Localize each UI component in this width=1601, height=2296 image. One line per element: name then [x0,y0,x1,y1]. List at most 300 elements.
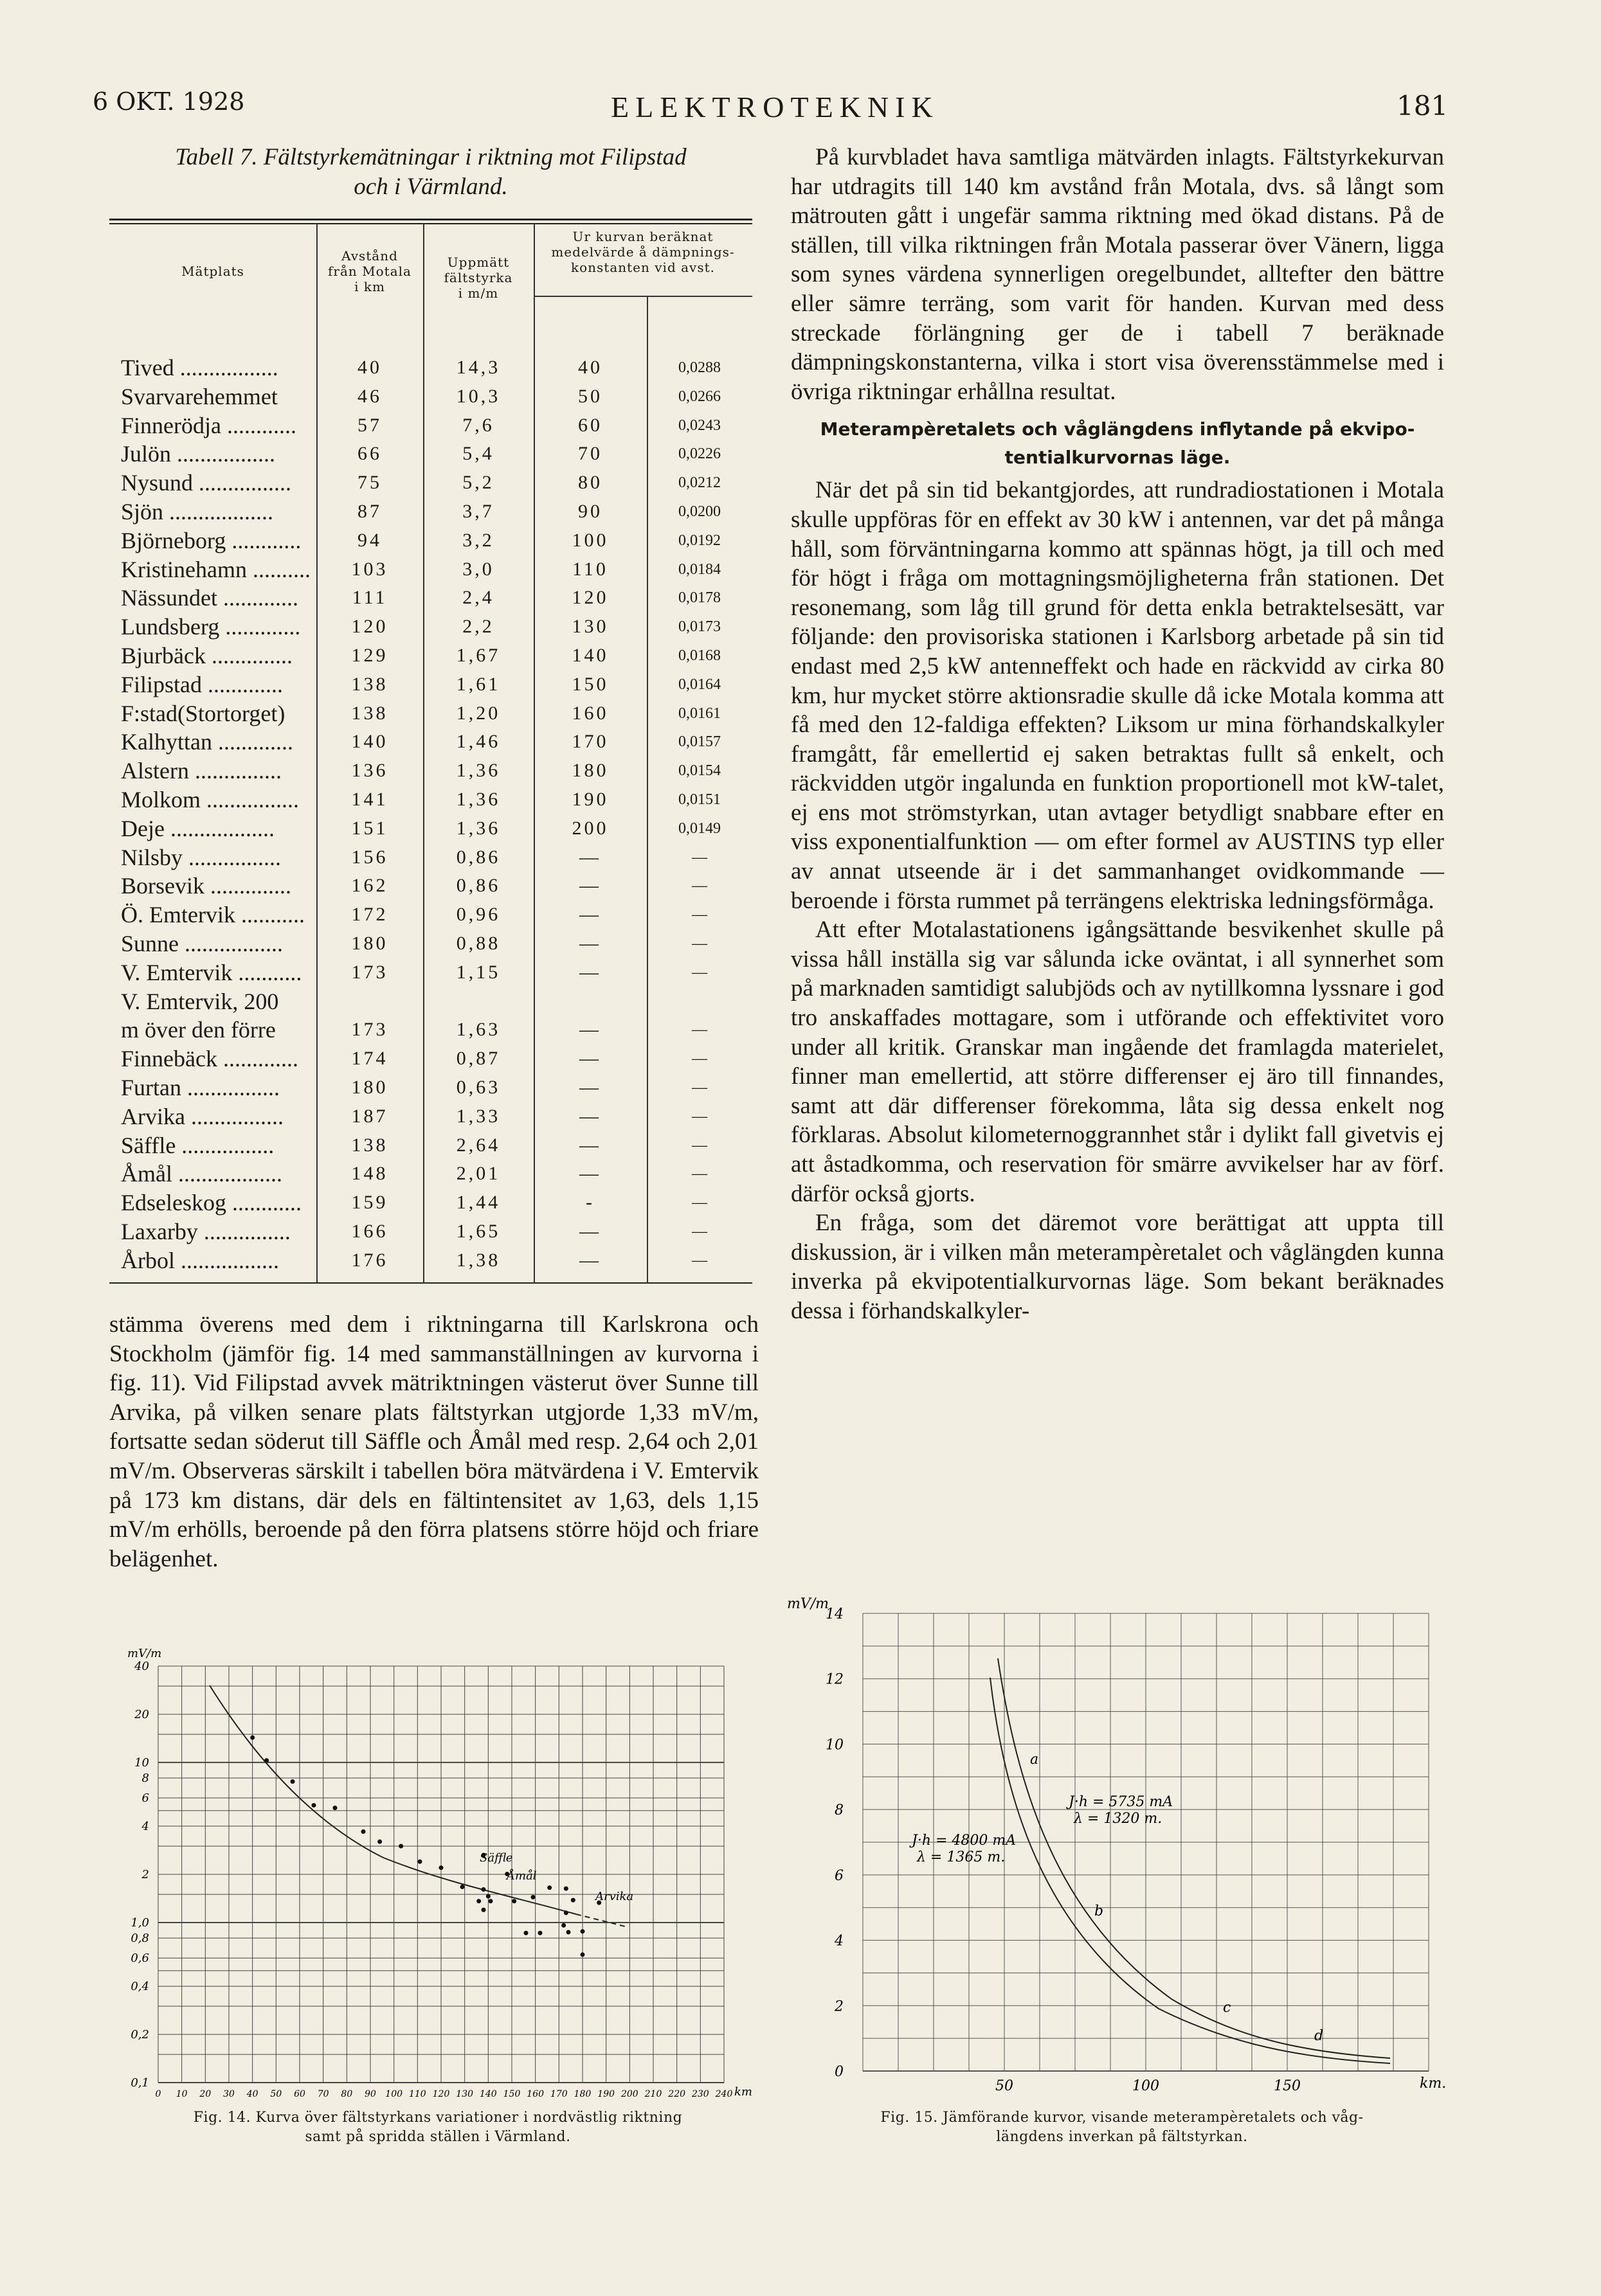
fig14-data-point [571,1898,575,1903]
fig14-data-point [564,1887,568,1891]
col-header-calc-line: Ur kurvan beräknat [572,229,714,244]
fig14-caption-line: Fig. 14. Kurva över fältstyrkans variationer i nordvästlig riktning [193,2110,683,2126]
table-row [109,1102,752,1131]
cell-calc-distance: 180 [572,760,609,782]
fig14-data-point [250,1735,255,1740]
fig14-xunit: km [734,2085,752,2099]
fig14-y-tick-label: 40 [134,1660,149,1673]
fig15-y-tick-label: 0 [835,2064,844,2080]
fig14-data-point [476,1899,481,1903]
fig14-data-point [538,1931,543,1935]
fig15-caption [786,2108,1458,2147]
cell-distance: 66 [357,443,382,465]
fig15-x-tick-label: 100 [1132,2078,1159,2094]
cell-damping-constant: 0,0184 [678,561,721,578]
cell-field-strength: 1,33 [456,1105,501,1127]
fig15-y-ticks [826,1606,844,2080]
paragraph: När det på sin tid bekantgjordes, att rundradiostationen i Motala skulle uppföras för en effekt av 30 kW i antennen, var det på många håll, som förväntningarna kommo att spännas högt, ja till och med för högt i fråga om mottagningsmöjligheterna från stationen. Det resonemang, som låg till grund för detta enkla betraktelsesätt, var följande: den provisoriska stationen i Karlsborg arbetade på sin tid endast med 2,5 kW antenneffekt och hade en räckvidd av cirka 80 km, hur mycket större aktionsradie skulle då icke Motala komma att få med den 12-faldiga effekten? Liksom ur mina förhandskalkyler framgått, får emellertid ej saken betraktas fullt så enkelt, och räckvidden utgör ingalunda en funktion proportionell mot kW-talet, ej ens mot strömstyrkan, utan avtager betydligt snabbare efter en viss exponentialfunktion — om efter formel av AUSTINS typ eller av annat utseende är i det sammanhanget ovidkommande — beroende i första rummet på terrängens elektriska ledningsförmåga. [791,477,1444,914]
section-heading-line: tentialkurvornas läge. [1004,447,1231,469]
fig14-label-arvika: Arvika [595,1890,634,1903]
cell-distance: 174 [351,1048,388,1070]
paragraph: stämma överens med dem i riktningarna till Karlskrona och Stockholm (jämför fig. 14 med sammanställningen av kurvorna i fig. 11). Vid Filipstad avvek mätriktningen västerut över Sunne till Arvika, på vilken senare plats fältstyrkan utgjorde 1,33 mV/m, fortsatte sedan söderut till Säffle och Åmål med resp. 2,64 och 2,01 mV/m. Observeras särskilt i tabellen böra mätvärdena i V. Emtervik på 173 km distans, där dels en fältintensitet av 1,63, dels 1,15 mV/m erhölls, beroende på den förra platsens större höjd och friare belägenhet. [109,1311,759,1572]
cell-distance: 180 [351,933,388,954]
cell-damping-constant: 0,0288 [678,359,721,376]
fig15-xunit: km. [1420,2076,1447,2092]
cell-distance: 140 [351,731,388,753]
fig14-data-point [291,1779,295,1784]
cell-damping-constant: 0,0164 [678,676,721,693]
cell-place: Finnerödja ............ [121,412,296,438]
cell-calc-distance: 70 [578,443,602,465]
fig14-x-tick-label: 40 [246,2089,258,2099]
cell-damping-constant: — [692,1021,707,1039]
cell-damping-constant: — [692,1223,707,1240]
cell-calc-distance: 90 [578,501,602,522]
cell-field-strength: 1,61 [456,673,501,695]
section-heading-line: Meterampèretalets och våglängdens inflytande på ekvipo- [820,418,1415,440]
cell-place: m över den förre [121,1017,276,1043]
table-row [109,699,752,728]
cell-field-strength: 10,3 [456,385,501,407]
fig14-chart [113,1639,763,2128]
col-header-distance-line: i km [354,279,385,294]
fig14-y-ticks [131,1660,149,2090]
cell-calc-distance: — [579,1163,601,1185]
fig15-y-tick-label: 2 [835,1998,844,2015]
table-row [109,987,752,1016]
col-header-calc-line: konstanten vid avst. [571,260,715,275]
fig14-x-tick-label: 230 [691,2089,709,2099]
fig14-data-point [377,1840,382,1844]
fig14-data-point [581,1952,585,1957]
table-row [109,1217,752,1246]
cell-damping-constant: — [692,1136,707,1154]
fig14-x-tick-label: 170 [550,2089,568,2099]
fig14-data-point [566,1930,571,1935]
table-top-rule [109,219,752,220]
fig14-data-point [418,1860,422,1864]
table-row [109,958,752,987]
fig15-x-tick-label: 50 [995,2078,1013,2094]
fig15-curve-label-d: d [1314,2028,1324,2044]
cell-field-strength: 1,36 [456,760,501,782]
cell-distance: 162 [351,875,388,897]
fig14-label-saffle: Säffle [480,1851,513,1865]
fig15-chart [786,1594,1458,2102]
fig14-data-point [524,1931,529,1935]
fig15-y-tick-label: 10 [826,1737,844,1753]
table-row [109,814,752,843]
cell-calc-distance: - [586,1192,595,1214]
fig14-x-tick-label: 210 [644,2089,662,2099]
cell-damping-constant: 0,0192 [678,532,721,549]
cell-field-strength: 1,20 [456,702,501,724]
col-header-calculated [534,229,752,275]
cell-distance: 138 [351,673,388,695]
cell-field-strength: 0,88 [456,933,501,954]
table-row [109,1016,752,1045]
cell-distance: 46 [357,385,382,407]
cell-damping-constant: 0,0154 [678,762,721,780]
fig14-data-point [482,1887,486,1892]
table-row [109,1073,752,1102]
cell-place: V. Emtervik, 200 [121,988,279,1014]
fig14-x-tick-label: 30 [223,2089,235,2099]
fig14-data-point [486,1894,491,1899]
cell-distance: 138 [351,702,388,724]
measurement-table [109,219,752,1283]
fig14-data-point [489,1899,493,1903]
fig15-y-tick-label: 6 [835,1867,844,1884]
table-caption-line2: och i Värmland. [354,174,508,200]
cell-distance: 148 [351,1163,388,1185]
cell-place: Bjurbäck .............. [121,643,293,668]
fig14-y-tick-label: 20 [134,1707,149,1721]
paragraph: På kurvbladet hava samtliga mätvärden inlagts. Fältstyrkekurvan har utdragits till 140 km avstånd från Motala, dvs. så långt som mätrouten gått i ungefär samma riktning med ökad distans. På de ställen, till vilka riktningen från Motala passerar över Vänern, ligga som synes värdena synnerligen oregelbundet, alltefter den bättre eller sämre terräng, som varit för handen. Kurvan med dess streckade förlängning ger de i tabell 7 beräknade dämpningskonstanterna, vilka i stort visa överensstämmelse med i övriga riktningar erhållna resultat. [791,144,1444,405]
fig15-curve-label-a: a [1030,1752,1039,1768]
fig14-data-point [361,1829,366,1834]
col-header-field-line: Uppmätt [447,255,510,270]
cell-damping-constant: — [692,1194,707,1212]
table-row [109,785,752,814]
fig14-y-tick-label: 8 [141,1771,149,1786]
col-header-field-line: fältstyrka [444,270,513,285]
cell-damping-constant: 0,0157 [678,733,721,751]
cell-calc-distance: 100 [572,529,609,551]
table-row [109,728,752,757]
table-row [109,929,752,958]
cell-damping-constant: — [692,1050,707,1068]
table-row [109,641,752,670]
cell-field-strength: 0,86 [456,875,501,897]
fig14-x-tick-label: 140 [479,2089,497,2099]
fig14-data-point [264,1758,269,1762]
table-row [109,526,752,555]
cell-place: Lundsberg ............. [121,614,301,640]
cell-field-strength: 3,7 [462,501,494,522]
cell-calc-distance: — [579,1077,601,1098]
cell-calc-distance: — [579,875,601,897]
fig15-formula1-line2: λ = 1320 m. [1074,1811,1162,1827]
cell-calc-distance: 60 [578,414,602,436]
fig15-x-ticks [995,2078,1301,2094]
fig14-x-tick-label: 110 [408,2089,426,2099]
table-row [109,613,752,641]
cell-field-strength: 1,44 [456,1192,501,1214]
fig14-data-point [482,1908,486,1912]
cell-field-strength: 7,6 [462,414,494,436]
fig15-curve-label-c: c [1223,2000,1231,2016]
fig14-x-tick-label: 100 [385,2089,403,2099]
table-row [109,843,752,872]
cell-field-strength: 1,38 [456,1249,501,1271]
fig14-x-tick-label: 150 [503,2089,521,2099]
cell-place: Furtan ................ [121,1075,280,1100]
fig14-x-tick-label: 10 [176,2089,188,2099]
cell-calc-distance: 160 [572,702,609,724]
cell-damping-constant: — [692,1079,707,1096]
fig14-data-point [439,1865,444,1870]
col-header-distance-line: från Motala [328,264,412,279]
cell-place: Edseleskog ............ [121,1190,302,1216]
cell-damping-constant: — [692,877,707,895]
cell-distance: 172 [351,904,388,926]
page-number: 181 [1397,90,1449,121]
cell-calc-distance: — [579,1105,601,1127]
table-row [109,757,752,785]
cell-calc-distance: 40 [578,357,602,378]
cell-field-strength: 5,4 [462,443,494,465]
cell-place: Kristinehamn .......... [121,556,311,582]
col-header-field [423,255,534,301]
cell-field-strength: 2,01 [456,1163,501,1185]
table-row [109,469,752,498]
table-row [109,382,752,411]
table-row [109,1246,752,1275]
cell-distance: 129 [351,645,388,666]
cell-distance: 40 [357,357,382,378]
cell-distance: 120 [351,616,388,638]
cell-place: Julön ................. [121,441,276,467]
fig15-caption-line: längdens inverkan på fältstyrkan. [996,2129,1248,2145]
col-header-calc-line: medelvärde å dämpnings- [551,244,735,260]
cell-field-strength: 1,63 [456,1019,501,1041]
cell-field-strength: 1,36 [456,789,501,810]
fig14-data-point [547,1885,552,1890]
fig14-x-tick-label: 240 [715,2089,733,2099]
cell-place: Kalhyttan ............. [121,729,293,755]
cell-field-strength: 0,87 [456,1048,501,1070]
fig14-y-tick-label: 0,8 [131,1932,149,1946]
cell-damping-constant: 0,0168 [678,647,721,664]
table-row [109,498,752,526]
cell-distance: 159 [351,1192,388,1214]
fig14-data-point [564,1910,568,1915]
cell-field-strength: 2,2 [462,616,494,638]
cell-place: Sunne ................. [121,931,283,956]
left-body-text [109,1310,759,1574]
cell-calc-distance: — [579,1048,601,1070]
issue-date: 6 OKT. 1928 [93,87,245,116]
table-row [109,1160,752,1188]
cell-distance: 87 [357,501,382,522]
fig15-formula1-line1: J·h = 5735 mA [1069,1794,1173,1810]
cell-distance: 176 [351,1249,388,1271]
cell-calc-distance: 170 [572,731,609,753]
cell-calc-distance: — [579,933,601,954]
table-row [109,872,752,901]
fig15-ylabel: mV/m [787,1596,829,1612]
cell-distance: 187 [351,1105,388,1127]
cell-distance: 141 [351,789,388,810]
fig14-x-tick-label: 160 [527,2089,545,2099]
fig15-y-tick-label: 12 [826,1671,844,1688]
cell-place: Årbol ................. [121,1247,279,1273]
cell-place: Arvika ................ [121,1103,284,1129]
fig14-y-tick-label: 1,0 [131,1915,149,1930]
cell-field-strength: 1,36 [456,817,501,839]
cell-calc-distance: — [579,904,601,926]
table-row [109,1188,752,1217]
cell-damping-constant: — [692,1165,707,1183]
cell-damping-constant: — [692,1251,707,1269]
table-row [109,584,752,613]
cell-place: Nilsby ................ [121,844,282,870]
cell-damping-constant: 0,0149 [678,820,721,837]
fig14-y-tick-label: 0,1 [131,2076,149,2090]
fig14-label-amal: Åmål [507,1869,537,1883]
cell-distance: 136 [351,760,388,782]
cell-field-strength: 0,86 [456,846,501,868]
cell-damping-constant: 0,0200 [678,503,721,520]
fig14-x-tick-label: 80 [341,2089,353,2099]
fig15-y-tick-label: 14 [826,1606,844,1622]
cell-field-strength: 3,0 [462,558,494,580]
cell-calc-distance: 200 [572,817,609,839]
paragraph: Att efter Motalastationens igångsättande besvikenhet skulle på vissa håll inställa sig var sålunda icke oväntat, i all synnerhet som på marknaden samtidigt salubjöds och av nytillkomna lyssnare i god tro anskaffades mottagare, som i utförande och effektivitet voro under all kritik. Granskar man ingående det framlagda materielet, finner man emellertid, att större differenser ej äro till finnandes, samt att där differenser förekomma, låta sig dessa enkelt nog förklaras. Absolut kilometernoggrannhet står i dylikt fall givetvis ej att åstadkomma, och reservation för smärre avvikelser har av förf. därför också gjorts. [791,917,1444,1207]
cell-distance: 94 [357,529,382,551]
fig14-y-tick-label: 4 [141,1820,149,1834]
table-row [109,1045,752,1073]
cell-place: Nysund ................ [121,470,292,496]
table-row [109,354,752,382]
fig14-x-tick-label: 50 [270,2089,282,2099]
fig14-x-tick-label: 20 [199,2089,212,2099]
cell-calc-distance: — [579,961,601,983]
cell-damping-constant: 0,0161 [678,704,721,722]
cell-distance: 173 [351,961,388,983]
cell-place: Borsevik .............. [121,873,291,899]
cell-damping-constant: 0,0151 [678,791,721,808]
fig14-y-tick-label: 2 [141,1868,149,1881]
cell-damping-constant: 0,0266 [678,388,721,405]
table-caption [96,143,765,202]
cell-field-strength: 1,67 [456,645,501,666]
cell-distance: 103 [351,558,388,580]
cell-damping-constant: 0,0226 [678,445,721,463]
fig14-data-point [399,1844,403,1849]
fig14-x-tick-label: 220 [668,2089,686,2099]
cell-calc-distance: 130 [572,616,609,638]
cell-field-strength: 1,65 [456,1221,501,1242]
cell-calc-distance: — [579,1134,601,1156]
fig14-ylabel: mV/m [127,1647,162,1660]
cell-damping-constant: — [692,935,707,952]
cell-damping-constant: 0,0173 [678,618,721,636]
col-header-distance [316,248,423,294]
fig14-x-tick-label: 130 [456,2089,474,2099]
fig14-x-tick-label: 90 [365,2089,376,2099]
cell-damping-constant: — [692,1108,707,1125]
cell-distance: 173 [351,1019,388,1041]
cell-place: Ö. Emtervik ........... [121,902,305,928]
cell-place: Alstern ............... [121,758,282,784]
table-caption-line1: Tabell 7. Fältstyrkemätningar i riktning mot Filipstad [175,144,687,170]
cell-place: Sjön .................. [121,499,274,525]
cell-distance: 111 [352,587,388,609]
fig14-data-point [333,1806,338,1810]
table-bottom-rule [109,1282,752,1284]
cell-field-strength: 1,46 [456,731,501,753]
cell-distance: 57 [357,414,382,436]
cell-place: Säffle ................ [121,1132,275,1158]
fig14-data-point [561,1923,566,1928]
cell-field-strength: 3,2 [462,529,494,551]
fig14-x-tick-label: 180 [574,2089,592,2099]
fig14-y-tick-label: 0,2 [131,2028,149,2042]
journal-title: ELEKTROTEKNIK [611,91,939,123]
cell-field-strength: 5,2 [462,472,494,494]
cell-calc-distance: 110 [572,558,608,580]
cell-field-strength: 2,64 [456,1134,501,1156]
fig15-y-tick-label: 8 [835,1802,844,1819]
cell-place: Svarvarehemmet [121,383,278,409]
cell-distance: 75 [357,472,382,494]
fig14-x-tick-label: 60 [294,2089,305,2099]
cell-damping-constant: — [692,848,707,866]
table-row [109,670,752,699]
fig15-y-tick-label: 4 [835,1933,844,1950]
fig14-x-tick-label: 120 [432,2089,450,2099]
table-row [109,555,752,584]
cell-damping-constant: 0,0212 [678,474,721,492]
cell-place: Laxarby ............... [121,1219,291,1244]
cell-calc-distance: 50 [578,385,602,407]
fig14-caption [113,2108,763,2147]
table-top-rule-2 [109,223,752,224]
fig15-formula2-line2: λ = 1365 m. [917,1849,1006,1865]
cell-field-strength: 2,4 [462,587,494,609]
fig14-data-point [531,1895,536,1899]
cell-calc-distance: — [579,1019,601,1041]
fig14-data-point [581,1929,585,1933]
col-header-field-line: i m/m [458,285,499,301]
cell-damping-constant: 0,0178 [678,589,721,607]
cell-place: Björneborg ............ [121,527,302,553]
fig14-x-ticks [156,2089,733,2099]
fig14-x-tick-label: 200 [620,2089,638,2099]
section-heading [791,415,1444,472]
fig14-y-tick-label: 0,6 [131,1951,149,1966]
cell-calc-distance: 150 [572,673,609,695]
cell-field-strength: 0,96 [456,904,501,926]
table-row [109,411,752,440]
cell-place: Deje .................. [121,815,275,841]
cell-damping-constant: 0,0243 [678,417,721,434]
fig14-x-tick-label: 190 [597,2089,615,2099]
fig14-y-tick-label: 6 [141,1791,149,1806]
cell-place: Tived ................. [121,355,278,381]
fig14-x-tick-label: 0 [155,2089,161,2099]
cell-place: Nässundet ............. [121,585,298,611]
cell-place: V. Emtervik ........... [121,959,302,985]
cell-calc-distance: 190 [572,789,609,810]
table-subheader-rule [534,296,752,297]
cell-place: Filipstad ............. [121,671,284,697]
cell-calc-distance: 120 [572,587,609,609]
right-body-text [791,143,1444,1326]
cell-place: Molkom ................ [121,787,300,812]
cell-place: Finnebäck ............. [121,1046,298,1072]
cell-distance: 138 [351,1134,388,1156]
fig15-x-tick-label: 150 [1274,2078,1301,2094]
paragraph: En fråga, som det däremot vore berättigat att uppta till diskussion, är i vilken mån meterampèretalet och våglängden kunna inverka på ekvipotentialkurvornas läge. Som bekant beräknades dessa i förhandskalkyler- [791,1210,1444,1324]
col-header-place: Mätplats [181,264,244,279]
cell-field-strength: 14,3 [456,357,501,378]
cell-distance: 166 [351,1221,388,1242]
fig14-y-tick-label: 10 [134,1755,149,1770]
fig15-caption-line: Fig. 15. Jämförande kurvor, visande meterampèretalets och våg- [880,2110,1364,2126]
